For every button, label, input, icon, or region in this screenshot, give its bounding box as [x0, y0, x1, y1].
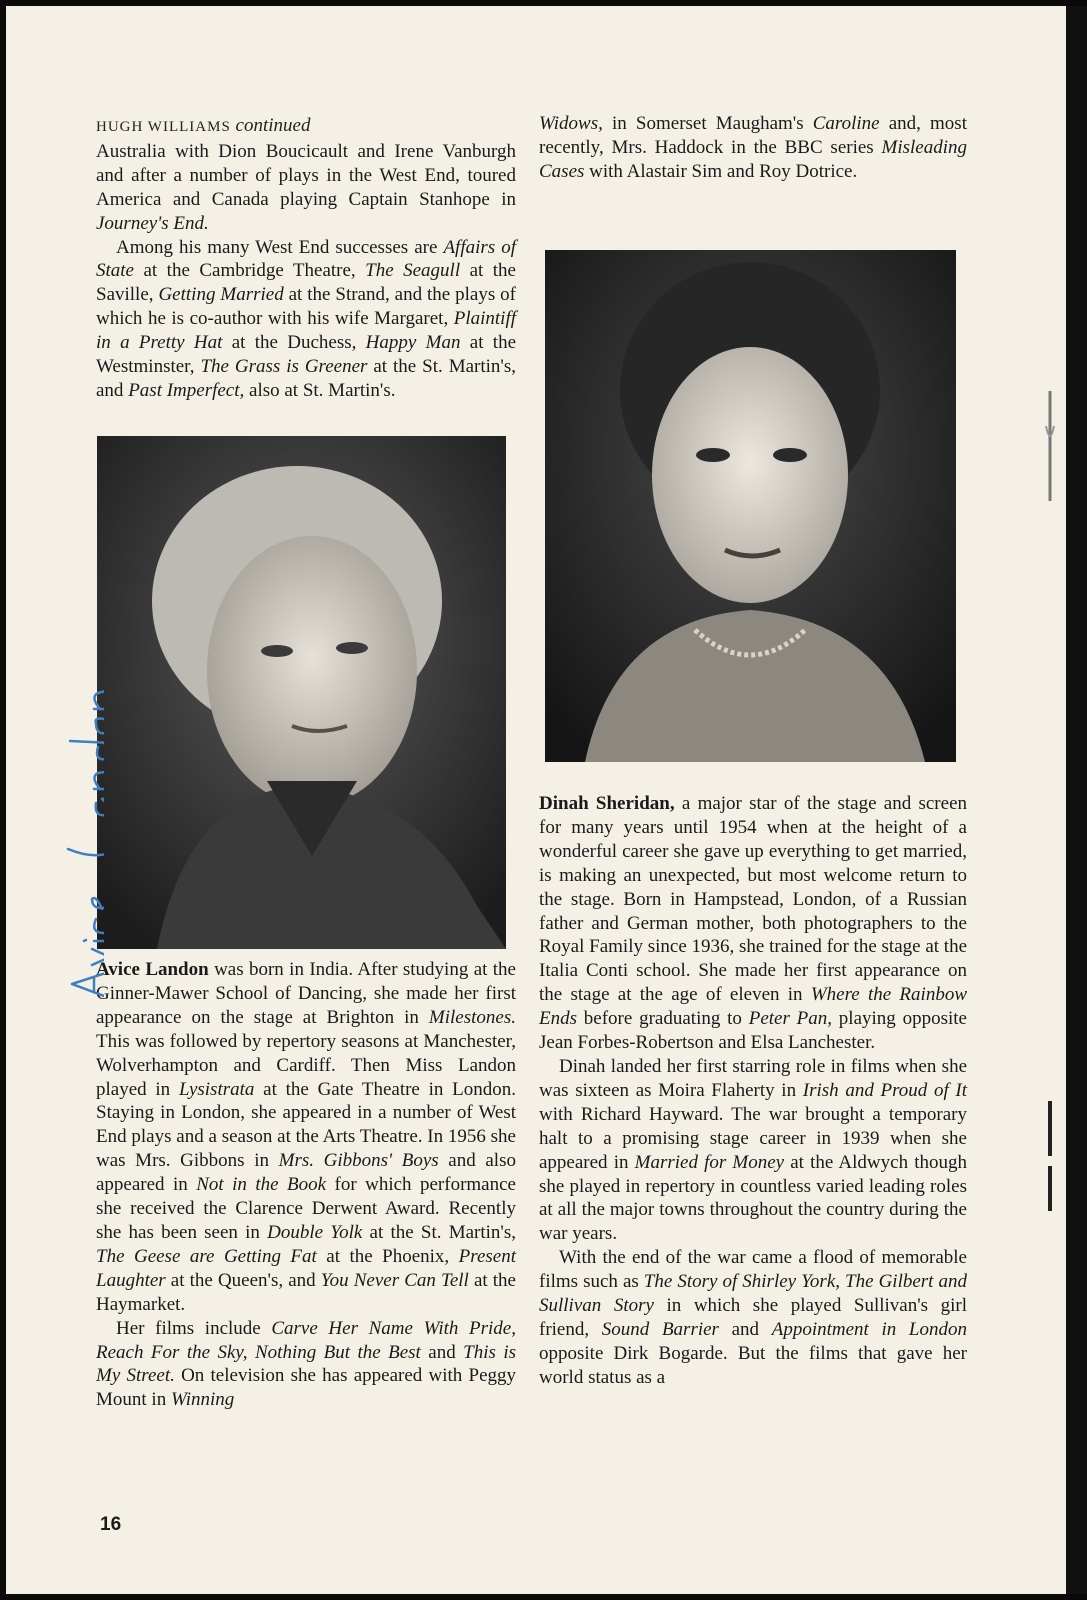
right-column-bio	[539, 792, 967, 1390]
italic-title: Where the Rainbow Ends	[539, 984, 967, 1030]
italic-title: Happy Man	[365, 332, 461, 354]
italic-title: The Story of Shirley York, The Gilbert and Sullivan Story	[539, 1271, 967, 1317]
italic-title: Double Yolk	[267, 1221, 363, 1243]
paragraph: Dinah Sheridan, a major star of the stage and screen for many years until 1954 when at the height of a wonderful career she gave up everything to get married, is making an unexpected, but most welcome return to the stage. Born in Hampstead, London, of a Russian father and German mother, both photographers to the Royal Family since 1936, she trained for the stage at the Italia Conti school. She made her first appearance on the stage at the age of eleven in Where the Rainbow Ends before graduating to Peter Pan, playing opposite Jean Forbes-Robertson and Elsa Lanchester.	[539, 793, 968, 1054]
running-head	[96, 114, 516, 140]
left-top-text	[96, 140, 516, 403]
right-column-top	[539, 112, 967, 184]
paragraph: Dinah landed her first starring role in films when she was sixteen as Moira Flaherty in Irish and Proud of It with Richard Hayward. The war brought a temporary halt to a promising stage career in 1939 when she appeared in Married for Money at the Aldwych though she played in repertory in countless varied leading roles at all the major towns throughout the country during the war years.	[539, 1055, 967, 1245]
avice-landon-bio	[96, 958, 516, 1412]
right-top-text	[539, 112, 967, 184]
italic-title: Widows,	[539, 113, 603, 134]
italic-title: Milestones.	[428, 1006, 516, 1028]
italic-title: The Seagull	[365, 260, 461, 282]
staple-bottom	[1042, 1096, 1058, 1216]
left-column-top	[96, 114, 516, 403]
italic-title: Journey's End.	[96, 212, 209, 234]
italic-title: Misleading Cases	[539, 136, 967, 182]
italic-title: You Never Can Tell	[320, 1269, 469, 1291]
dinah-sheridan-photo	[545, 250, 956, 762]
paragraph: Avice Landon was born in India. After studying at the Ginner-Mawer School of Dancing, she made her first appearance on the stage at Brighton in Milestones. This was followed by repertory seasons at Manchester, Wolverhampton and Cardiff. Then Miss Landon played in Lysistrata at the Gate Theatre in London. Staying in London, she appeared in a number of West End plays and a season at the Arts Theatre. In 1956 she was Mrs. Gibbons in Mrs. Gibbons' Boys and also appeared in Not in the Book for which performance she received the Clarence Derwent Award. Recently she has been seen in Double Yolk at the St. Martin's, The Geese are Getting Fat at the Phoenix, Present Laughter at the Queen's, and You Never Can Tell at the Haymarket.	[96, 959, 516, 1315]
program-page	[6, 6, 1066, 1594]
bold-name: Dinah Sheridan,	[539, 793, 675, 814]
paragraph: Australia with Dion Boucicault and Irene Vanburgh and after a number of plays in the West End, toured America and Canada playing Captain Stanhope in Journey's End.	[96, 140, 516, 234]
italic-title: Lysistrata	[178, 1078, 255, 1100]
italic-title: Peter Pan,	[748, 1008, 833, 1030]
italic-title: Caroline	[812, 113, 880, 134]
paragraph: Her films include Carve Her Name With Pride, Reach For the Sky, Nothing But the Best and This is My Street. On television she has appeared with Peggy Mount in Winning	[96, 1317, 517, 1411]
italic-title: The Grass is Greener	[200, 356, 368, 378]
paragraph: Widows, in Somerset Maugham's Caroline and, most recently, Mrs. Haddock in the BBC series Misleading Cases with Alastair Sim and Roy Dotrice.	[539, 113, 967, 182]
page-number: 16	[100, 1514, 122, 1535]
paragraph: With the end of the war came a flood of memorable films such as The Story of Shirley York, The Gilbert and Sullivan Story in which she played Sullivan's girl friend, Sound Barrier and Appointment in London opposite Dirk Bogarde. But the films that gave her world status as a	[539, 1247, 967, 1388]
left-column-bio	[96, 958, 516, 1412]
paragraph: Among his many West End successes are Affairs of State at the Cambridge Theatre, The Seagull at the Saville, Getting Married at the Strand, and the plays of which he is co-author with his wife Margaret, Plaintiff in a Pretty Hat at the Duchess, Happy Man at the Westminster, The Grass is Greener at the St. Martin's, and Past Imperfect, also at St. Martin's.	[96, 236, 517, 401]
italic-title: Sound Barrier	[601, 1318, 719, 1340]
bold-name: Avice Landon	[96, 959, 209, 980]
dinah-sheridan-bio	[539, 792, 967, 1390]
handwritten-signature	[24, 604, 104, 1004]
italic-title: Affairs of State	[96, 236, 517, 282]
italic-title: Irish and Proud of It	[802, 1079, 967, 1101]
italic-title: Getting Married	[158, 284, 284, 306]
italic-title: Not in the Book	[196, 1174, 327, 1196]
italic-title: Carve Her Name With Pride, Reach For the Sky, Nothing But the Best	[96, 1317, 516, 1363]
italic-title: Present Laughter	[96, 1245, 516, 1291]
italic-title: Past Imperfect,	[128, 379, 245, 401]
italic-title: The Geese are Getting Fat	[96, 1245, 317, 1267]
italic-title: Winning	[170, 1389, 235, 1411]
running-head-name: HUGH WILLIAMS	[96, 119, 231, 135]
italic-title: Plaintiff in a Pretty Hat	[96, 308, 516, 354]
italic-title: Mrs. Gibbons' Boys	[278, 1150, 439, 1172]
italic-title: This is My Street.	[96, 1341, 517, 1387]
staple-top	[1042, 386, 1058, 506]
italic-title: Married for Money	[634, 1151, 785, 1173]
italic-title: Appointment in London	[771, 1318, 967, 1340]
avice-landon-photo	[97, 436, 506, 949]
running-head-continued: continued	[235, 115, 311, 136]
background-edge	[1066, 6, 1087, 1594]
